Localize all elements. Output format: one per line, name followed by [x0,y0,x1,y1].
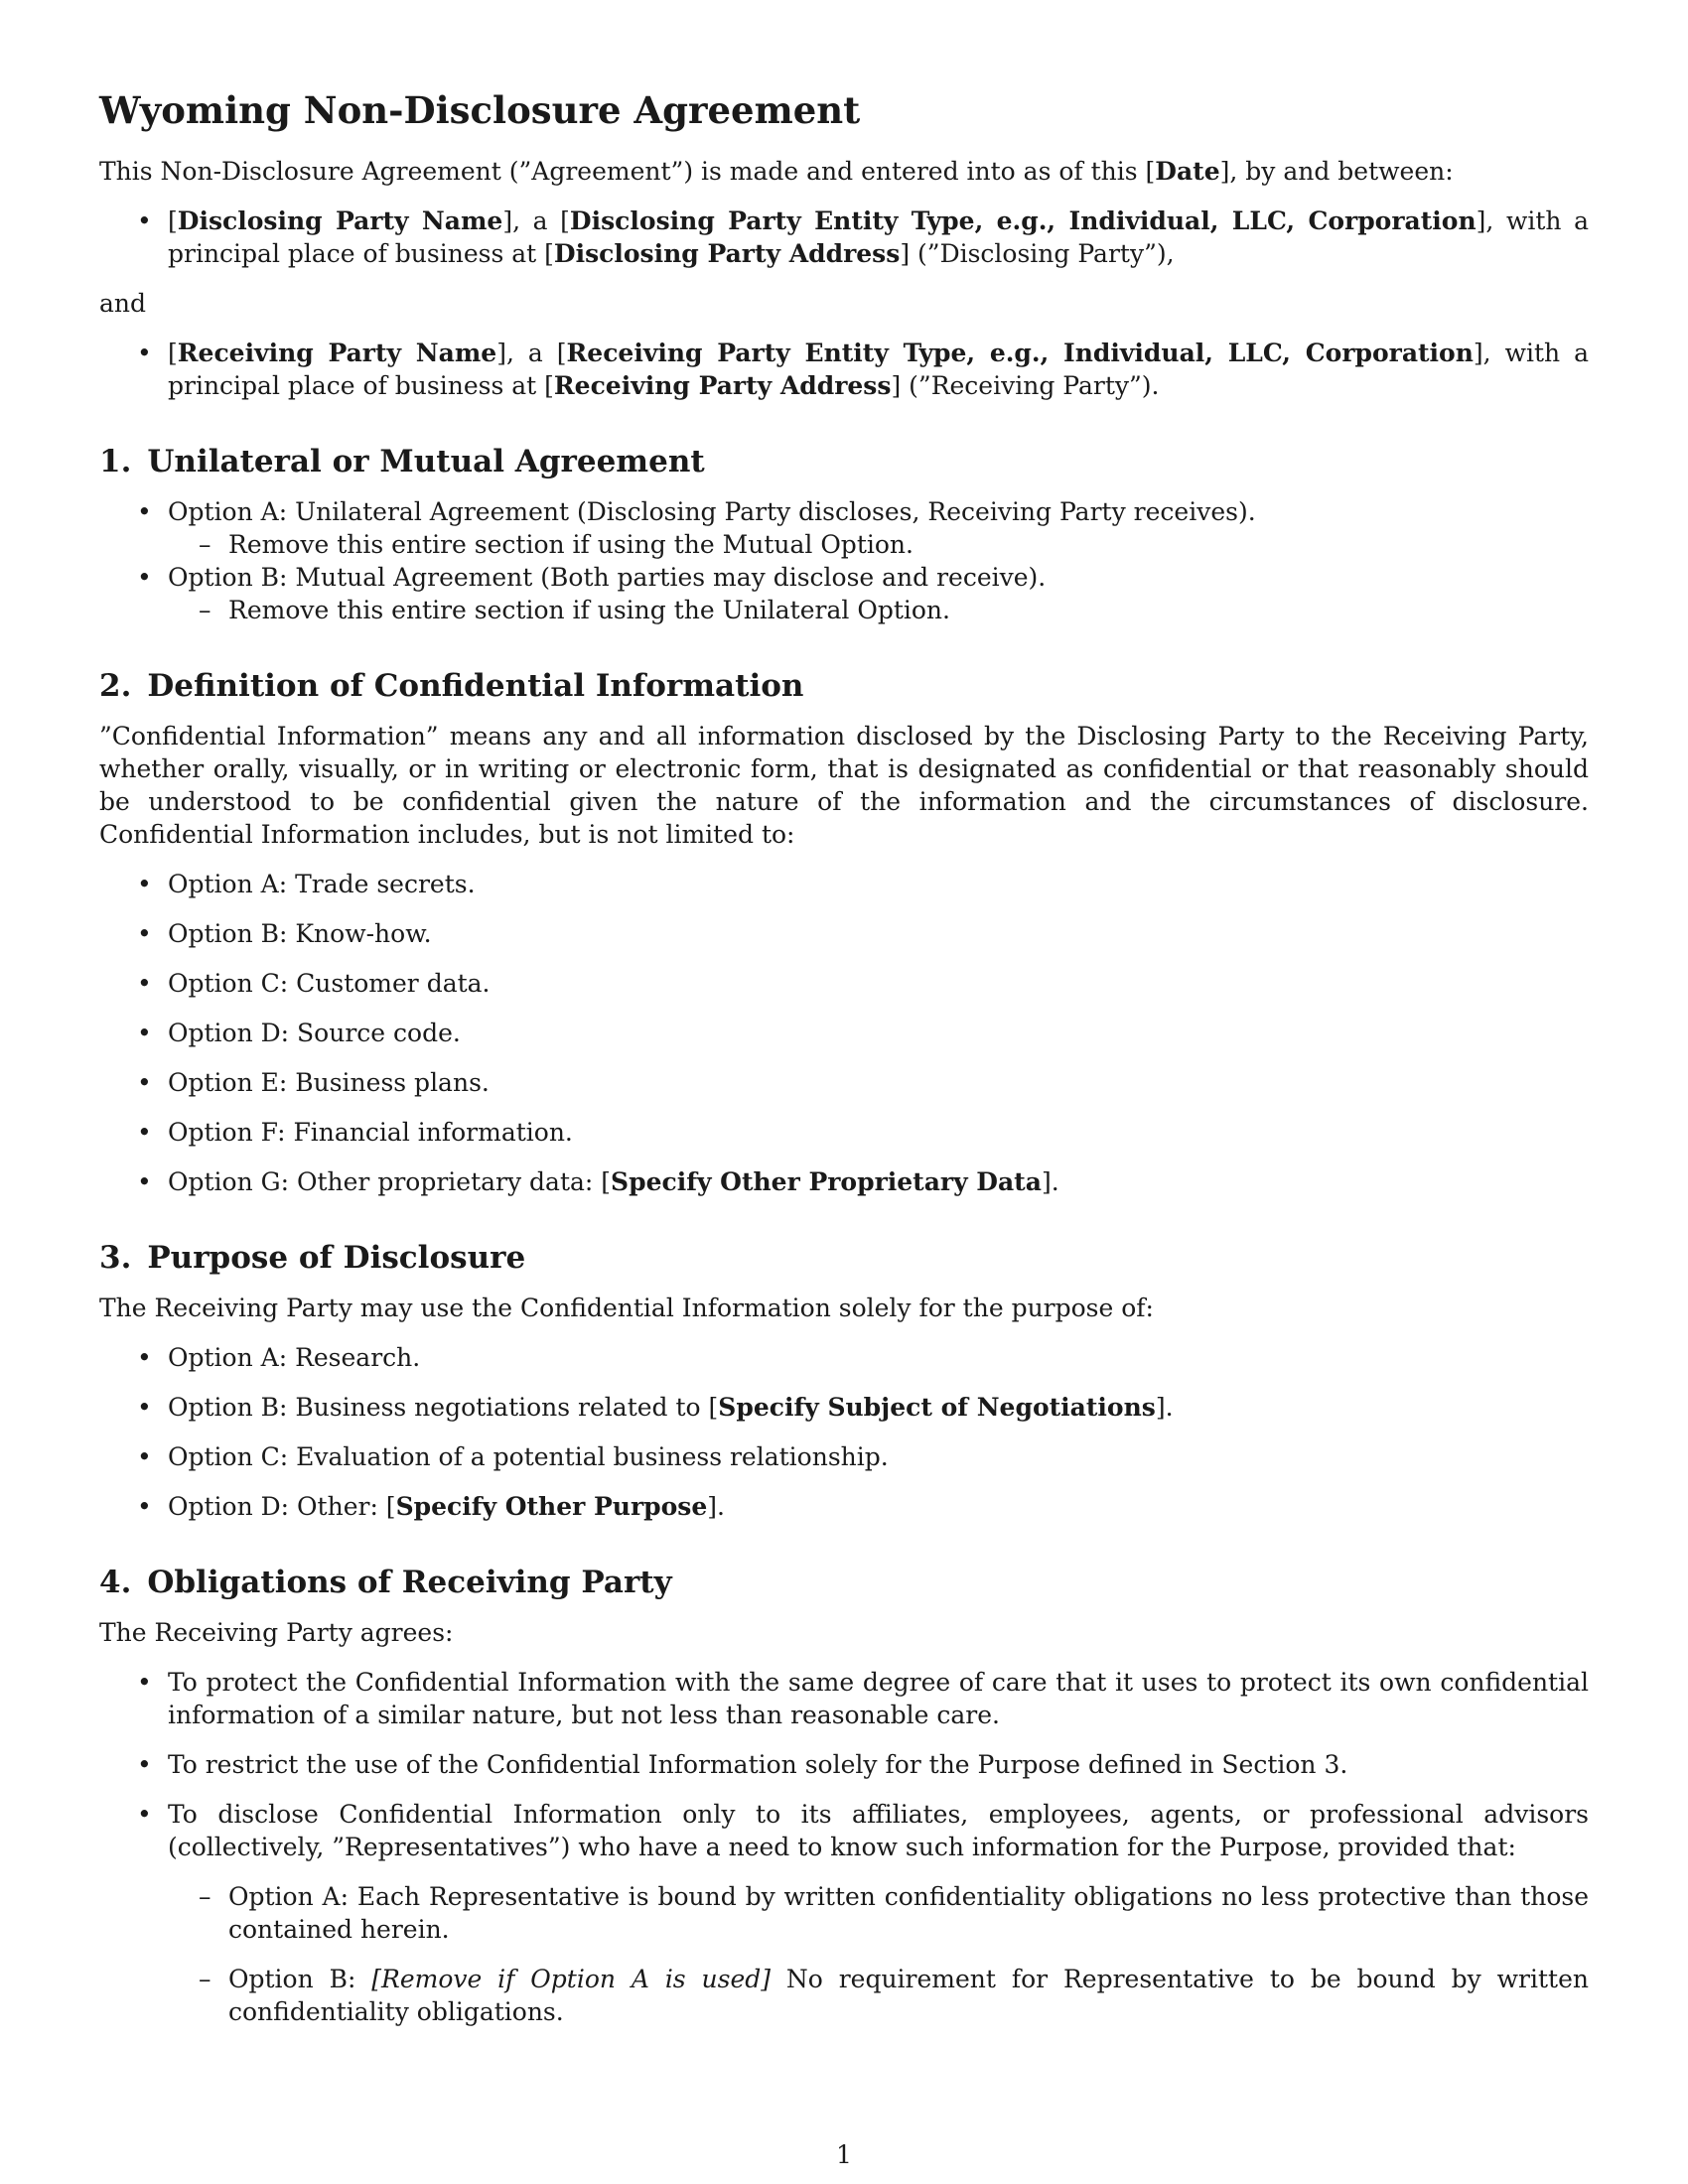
party2-name: Receiving Party Name [177,339,497,367]
section-2 [99,666,1589,1198]
party2-list [99,337,1589,402]
section-3-options [99,1341,1589,1523]
section-2-options [99,868,1589,1198]
list-item: • Option D: Source code. [99,1017,1589,1049]
list-item: • Option B: Know-how. [99,917,1589,950]
list-item: • Option A: Unilateral Agreement (Disclosing Party discloses, Receiving Party receives). [99,495,1589,528]
intro-text-end: ], by and between: [1219,157,1454,186]
intro-paragraph [99,155,1589,188]
list-item: • Option E: Business plans. [99,1066,1589,1099]
party1-name: Disclosing Party Name [177,206,503,235]
section-4 [99,1563,1589,2028]
section-3-heading: 3. Purpose of Disclosure [99,1240,526,1276]
party2-address: Receiving Party Address [553,371,892,400]
section-2-heading: 2. Definition of Confidential Information [99,668,804,704]
party1-list [99,205,1589,270]
list-item: • Option C: Evaluation of a potential business relationship. [99,1440,1589,1473]
list-item: • To disclose Confidential Information only to its affiliates, employees, agents, or professional advisors (collectively, ”Representatives”) who have a need to know such information for the Purpose, provided that: [99,1798,1589,1863]
section-1-heading: 1. Unilateral or Mutual Agreement [99,444,705,479]
negotiations-placeholder: Specify Subject of Negotiations [718,1393,1156,1422]
date-placeholder: Date [1155,157,1220,186]
page-number: 1 [836,2140,852,2169]
list-item: • To protect the Confidential Information with the same degree of care that it uses to protect its own confidential information of a similar nature, but not less than reasonable care. [99,1666,1589,1731]
list-item: • Option B: Business negotiations related to [Specify Subject of Negotiations]. [99,1391,1589,1424]
section-1 [99,442,1589,626]
document-page [99,87,1589,2028]
list-item: • Option G: Other proprietary data: [Specify Other Proprietary Data]. [99,1165,1589,1198]
and-text: and [99,289,147,318]
party1-address: Disclosing Party Address [553,239,901,268]
list-item: • Option B: Mutual Agreement (Both parties may disclose and receive). [99,561,1589,594]
list-item: • Option A: Trade secrets. [99,868,1589,900]
party2-item: • [Receiving Party Name], a [Receiving Party Entity Type, e.g., Individual, LLC, Corporation], with a principal place of business at [Receiving Party Address] (”Receiving Party”). [99,337,1589,402]
section-3-paragraph: The Receiving Party may use the Confidential Information solely for the purpose of: [99,1294,1154,1322]
document-title: Wyoming Non-Disclosure Agreement [99,88,861,132]
list-item: • To restrict the use of the Confidential Information solely for the Purpose defined in Section 3. [99,1748,1589,1781]
other-purpose-placeholder: Specify Other Purpose [395,1492,708,1521]
section-4-obligations [99,1666,1589,2028]
section-4-heading: 4. Obligations of Receiving Party [99,1565,672,1600]
remove-note: [Remove if Option A is used] [371,1965,772,1993]
party1-entity: Disclosing Party Entity Type, e.g., Individual, LLC, Corporation [569,206,1477,235]
intro-text: This Non-Disclosure Agreement (”Agreement”) is made and entered into as of this [ [99,157,1156,186]
other-data-placeholder: Specify Other Proprietary Data [611,1167,1042,1196]
party2-entity: Receiving Party Entity Type, e.g., Individual, LLC, Corporation [566,339,1474,367]
section-1-options [99,495,1589,626]
section-4-paragraph: The Receiving Party agrees: [99,1618,454,1647]
list-subitem: – Remove this entire section if using the Unilateral Option. [99,594,1589,626]
list-item: • Option D: Other: [Specify Other Purpose]. [99,1490,1589,1523]
list-item: • Option A: Research. [99,1341,1589,1374]
list-subitem: – Option B: [Remove if Option A is used] No requirement for Representative to be bound by written confidentiality obligations. [99,1963,1589,2028]
list-item: • Option C: Customer data. [99,967,1589,1000]
list-subitem: – Option A: Each Representative is bound by written confidentiality obligations no less protective than those contained herein. [99,1880,1589,1946]
section-3 [99,1238,1589,1523]
list-item: • Option F: Financial information. [99,1116,1589,1149]
list-subitem: – Remove this entire section if using the Mutual Option. [99,528,1589,561]
party1-item: • [Disclosing Party Name], a [Disclosing Party Entity Type, e.g., Individual, LLC, Corporation], with a principal place of business at [Disclosing Party Address] (”Disclosing Party”), [99,205,1589,270]
section-2-paragraph: ”Confidential Information” means any and all information disclosed by the Disclosing Party to the Receiving Party, whether orally, visually, or in writing or electronic form, that is designated as confidential or that reasonably should be understood to be confidential given the nature of the information and the circumstances of disclosure. Confidential Information includes, but is not limited to: [99,722,1589,849]
